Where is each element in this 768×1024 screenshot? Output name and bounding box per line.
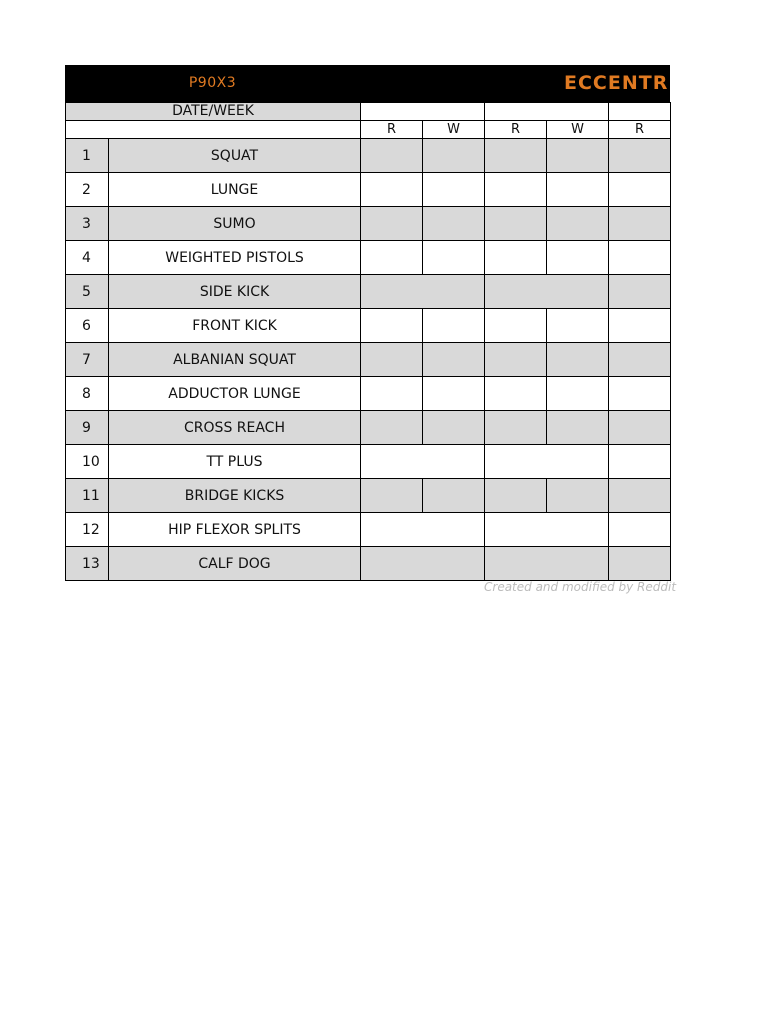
weight-cell[interactable] — [547, 139, 609, 173]
reps-cell[interactable] — [361, 411, 423, 445]
brand-label: P90X3 — [188, 75, 237, 91]
date-cell-week-2[interactable] — [485, 103, 609, 121]
exercise-name: TT PLUS — [109, 445, 361, 479]
table-row — [66, 445, 671, 479]
rw-header: W — [423, 121, 485, 139]
exercise-name: BRIDGE KICKS — [109, 479, 361, 513]
reps-cell[interactable] — [361, 377, 423, 411]
log-cell[interactable] — [485, 513, 609, 547]
exercise-name: CALF DOG — [109, 547, 361, 581]
table-row — [66, 241, 671, 275]
weight-cell[interactable] — [423, 173, 485, 207]
weight-cell[interactable] — [547, 479, 609, 513]
reps-cell[interactable] — [485, 343, 547, 377]
date-week-row — [66, 103, 671, 121]
exercise-number: 8 — [66, 377, 109, 411]
date-week-label: DATE/WEEK — [66, 103, 361, 121]
weight-cell[interactable] — [423, 343, 485, 377]
reps-cell[interactable] — [361, 207, 423, 241]
table-row — [66, 309, 671, 343]
exercise-number: 5 — [66, 275, 109, 309]
log-cell[interactable] — [361, 513, 485, 547]
reps-cell[interactable] — [609, 139, 671, 173]
reps-cell[interactable] — [485, 139, 547, 173]
exercise-number: 4 — [66, 241, 109, 275]
exercise-number: 1 — [66, 139, 109, 173]
rw-header: R — [361, 121, 423, 139]
table-row — [66, 513, 671, 547]
exercise-number: 13 — [66, 547, 109, 581]
exercise-number: 10 — [66, 445, 109, 479]
weight-cell[interactable] — [423, 139, 485, 173]
table-row — [66, 411, 671, 445]
rw-header-spacer — [66, 121, 361, 139]
table-row — [66, 275, 671, 309]
log-cell[interactable] — [485, 445, 609, 479]
reps-cell[interactable] — [485, 173, 547, 207]
reps-cell[interactable] — [609, 343, 671, 377]
reps-cell[interactable] — [609, 479, 671, 513]
workout-log-table — [65, 102, 671, 581]
weight-cell[interactable] — [423, 241, 485, 275]
log-cell[interactable] — [609, 547, 671, 581]
date-cell-week-1[interactable] — [361, 103, 485, 121]
log-cell[interactable] — [485, 547, 609, 581]
reps-cell[interactable] — [609, 241, 671, 275]
reps-cell[interactable] — [361, 343, 423, 377]
table-row — [66, 207, 671, 241]
exercise-name: SIDE KICK — [109, 275, 361, 309]
weight-cell[interactable] — [547, 241, 609, 275]
rw-header: W — [547, 121, 609, 139]
date-cell-week-3[interactable] — [609, 103, 671, 121]
exercise-number: 3 — [66, 207, 109, 241]
rw-header: R — [609, 121, 671, 139]
exercise-name: ALBANIAN SQUAT — [109, 343, 361, 377]
reps-cell[interactable] — [485, 377, 547, 411]
table-row — [66, 479, 671, 513]
exercise-number: 12 — [66, 513, 109, 547]
exercise-name: HIP FLEXOR SPLITS — [109, 513, 361, 547]
exercise-name: SUMO — [109, 207, 361, 241]
exercise-name: LUNGE — [109, 173, 361, 207]
weight-cell[interactable] — [547, 207, 609, 241]
workout-title: ECCENTR — [564, 72, 669, 94]
table-row — [66, 377, 671, 411]
log-cell[interactable] — [485, 275, 609, 309]
exercise-name: FRONT KICK — [109, 309, 361, 343]
exercise-name: CROSS REACH — [109, 411, 361, 445]
table-row — [66, 139, 671, 173]
reps-cell[interactable] — [485, 241, 547, 275]
weight-cell[interactable] — [547, 411, 609, 445]
log-cell[interactable] — [609, 275, 671, 309]
title-bar — [65, 65, 670, 102]
weight-cell[interactable] — [423, 411, 485, 445]
table-row — [66, 547, 671, 581]
reps-cell[interactable] — [361, 173, 423, 207]
reps-cell[interactable] — [485, 309, 547, 343]
reps-weight-header-row — [66, 121, 671, 139]
weight-cell[interactable] — [547, 309, 609, 343]
reps-cell[interactable] — [485, 479, 547, 513]
weight-cell[interactable] — [423, 207, 485, 241]
exercise-name: SQUAT — [109, 139, 361, 173]
workout-sheet — [65, 65, 677, 594]
weight-cell[interactable] — [423, 377, 485, 411]
table-row — [66, 173, 671, 207]
table-row — [66, 343, 671, 377]
weight-cell[interactable] — [547, 173, 609, 207]
reps-cell[interactable] — [361, 139, 423, 173]
rw-header: R — [485, 121, 547, 139]
footer-credit: Created and modified by Reddit — [484, 580, 677, 594]
reps-cell[interactable] — [609, 309, 671, 343]
reps-cell[interactable] — [609, 377, 671, 411]
reps-cell[interactable] — [609, 173, 671, 207]
reps-cell[interactable] — [361, 479, 423, 513]
exercise-number: 9 — [66, 411, 109, 445]
exercise-number: 2 — [66, 173, 109, 207]
reps-cell[interactable] — [485, 207, 547, 241]
log-cell[interactable] — [609, 445, 671, 479]
reps-cell[interactable] — [361, 241, 423, 275]
log-cell[interactable] — [361, 547, 485, 581]
log-cell[interactable] — [361, 275, 485, 309]
log-cell[interactable] — [361, 445, 485, 479]
weight-cell[interactable] — [547, 377, 609, 411]
exercise-name: ADDUCTOR LUNGE — [109, 377, 361, 411]
reps-cell[interactable] — [609, 207, 671, 241]
reps-cell[interactable] — [361, 309, 423, 343]
weight-cell[interactable] — [547, 343, 609, 377]
weight-cell[interactable] — [423, 309, 485, 343]
exercise-number: 7 — [66, 343, 109, 377]
exercise-number: 6 — [66, 309, 109, 343]
exercise-name: WEIGHTED PISTOLS — [109, 241, 361, 275]
reps-cell[interactable] — [485, 411, 547, 445]
weight-cell[interactable] — [423, 479, 485, 513]
exercise-number: 11 — [66, 479, 109, 513]
log-cell[interactable] — [609, 513, 671, 547]
reps-cell[interactable] — [609, 411, 671, 445]
